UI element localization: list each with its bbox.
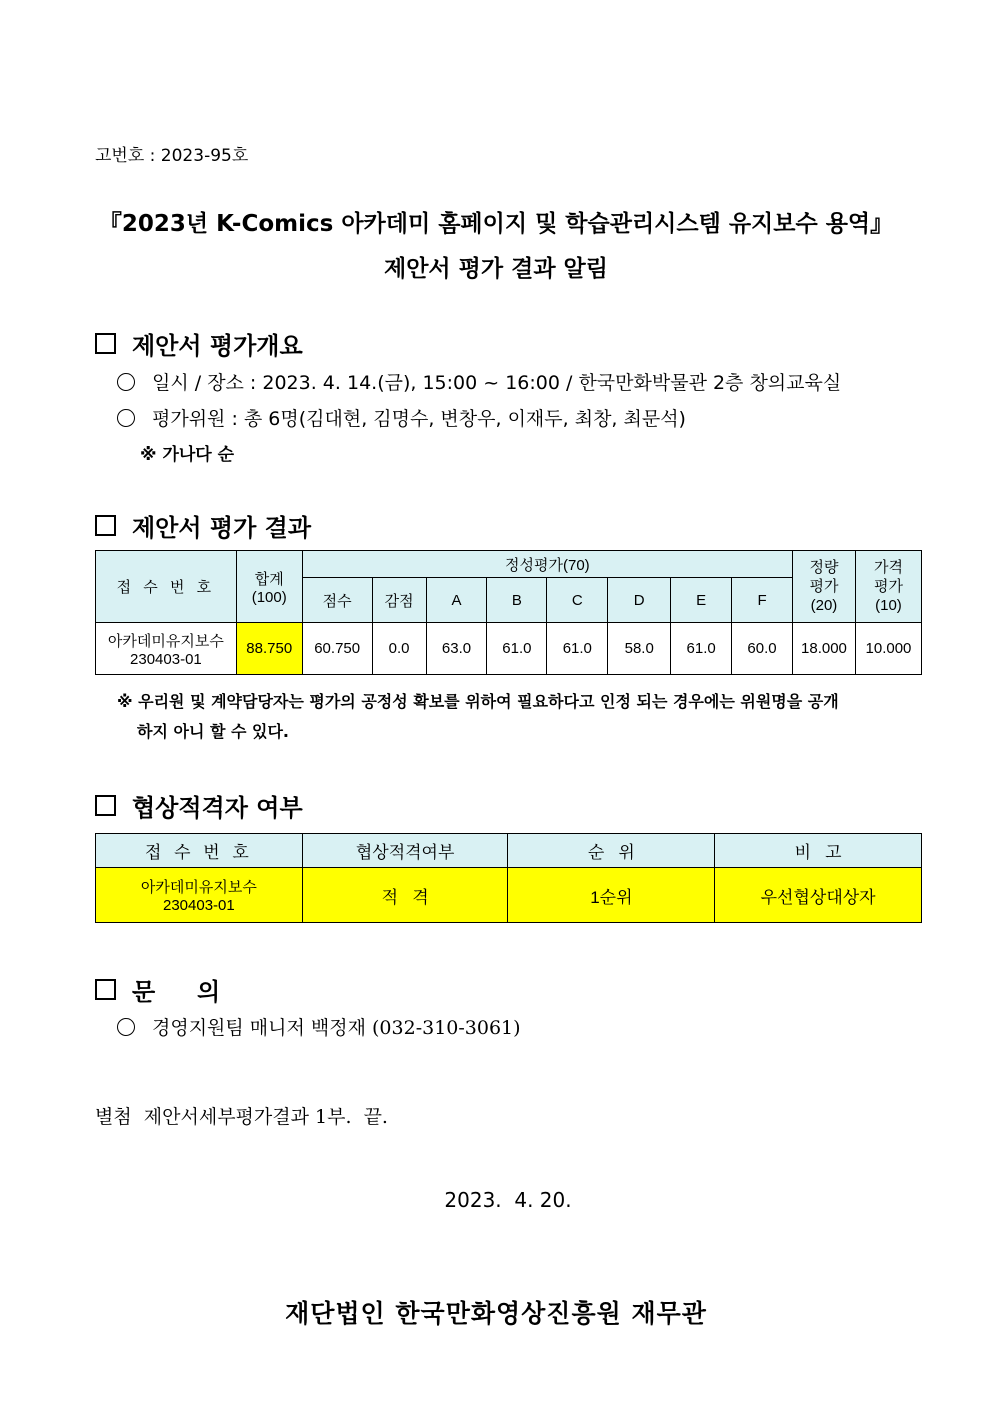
header-text: (20) — [810, 597, 838, 614]
header-rank: 순 위 — [508, 834, 715, 868]
cell-quantitative: 18.000 — [792, 623, 855, 675]
header-b: B — [487, 578, 547, 623]
cell-d: 58.0 — [608, 623, 671, 675]
section-heading-inquiry — [95, 972, 220, 1007]
cell-e: 61.0 — [671, 623, 732, 675]
header-eligibility: 협상적격여부 — [302, 834, 508, 868]
results-note-line1: ※ 우리원 및 계약담당자는 평가의 공정성 확보를 위하여 필요하다고 인정 되는 경우에는 위원명을 공개 — [117, 692, 839, 711]
header-e: E — [671, 578, 732, 623]
cell-score: 60.750 — [302, 623, 372, 675]
section-heading-text: 제안서 평가개요 — [132, 332, 303, 360]
document-date: 2023. 4. 20. — [444, 1188, 572, 1212]
cell-receipt-no — [96, 868, 303, 923]
circle-bullet-icon — [117, 409, 135, 427]
evaluation-results-table — [95, 550, 922, 675]
header-price — [855, 551, 921, 623]
cell-receipt-no — [96, 623, 237, 675]
header-text: 합계 — [254, 570, 284, 588]
overview-item-text: 일시 / 장소 : 2023. 4. 14.(금), 15:00 ~ 16:00 / 한국만화박물관 2층 창의교육실 — [152, 372, 842, 394]
attachment-note: 별첨 제안서세부평가결과 1부. 끝. — [95, 1106, 388, 1128]
header-deduction: 감점 — [372, 578, 426, 623]
header-text: 접 수 번 호 — [144, 843, 253, 862]
issuer-name: 재단법인 한국만화영상진흥원 재무관 — [285, 1299, 707, 1328]
section-heading-text: 협상적격자 여부 — [132, 794, 303, 822]
section-heading-overview — [95, 326, 303, 361]
header-c: C — [547, 578, 608, 623]
inquiry-contact-text: 경영지원팀 매니저 백정재 (032-310-3061) — [152, 1017, 521, 1039]
overview-item-text: 평가위원 : 총 6명(김대현, 김명수, 변창우, 이재두, 최창, 최문석) — [152, 408, 686, 430]
cell-text: 230403-01 — [163, 897, 235, 914]
cell-price: 10.000 — [855, 623, 921, 675]
header-quantitative — [792, 551, 855, 623]
document-subtitle: 제안서 평가 결과 알림 — [384, 256, 608, 282]
document-title: 『2023년 K-Comics 아카데미 홈페이지 및 학습관리시스템 유지보수 용역』 — [98, 211, 894, 237]
header-receipt-no — [96, 551, 237, 623]
cell-text: 아카데미유지보수 — [107, 632, 224, 650]
cell-f: 60.0 — [732, 623, 793, 675]
header-f: F — [732, 578, 793, 623]
cell-text: 230403-01 — [130, 650, 202, 668]
overview-note: ※ 가나다 순 — [140, 445, 235, 465]
header-receipt-no — [96, 834, 303, 868]
checkbox-square-icon — [95, 333, 116, 354]
table-row — [96, 623, 922, 675]
overview-item-schedule — [117, 368, 841, 395]
header-text: 정량 — [809, 559, 839, 576]
header-text: (10) — [875, 597, 902, 614]
cell-deduction: 0.0 — [372, 623, 426, 675]
circle-bullet-icon — [117, 1018, 135, 1036]
notice-number: 고번호 : 2023-95호 — [95, 146, 249, 166]
header-total — [236, 551, 302, 623]
checkbox-square-icon — [95, 979, 116, 1000]
section-heading-results — [95, 508, 311, 543]
cell-b: 61.0 — [487, 623, 547, 675]
header-text: (100) — [251, 588, 287, 606]
cell-rank: 1순위 — [508, 868, 715, 923]
results-note-line2: 하지 아니 할 수 있다. — [137, 722, 290, 741]
cell-a: 63.0 — [426, 623, 487, 675]
section-heading-negotiation — [95, 788, 303, 823]
table-row — [96, 868, 922, 923]
header-text: 접 수 번 호 — [116, 579, 216, 596]
overview-item-committee — [117, 404, 686, 431]
cell-total: 88.750 — [236, 623, 302, 675]
checkbox-square-icon — [95, 795, 116, 816]
cell-eligibility: 적 격 — [302, 868, 508, 923]
cell-remark: 우선협상대상자 — [715, 868, 922, 923]
header-text: 평가 — [809, 578, 839, 595]
cell-c: 61.0 — [547, 623, 608, 675]
cell-text: 아카데미유지보수 — [140, 879, 257, 896]
circle-bullet-icon — [117, 373, 135, 391]
header-text: 평가 — [873, 578, 903, 595]
header-a: A — [426, 578, 487, 623]
header-remark: 비 고 — [715, 834, 922, 868]
section-heading-text: 제안서 평가 결과 — [132, 514, 311, 542]
header-d: D — [608, 578, 671, 623]
header-text: 가격 — [873, 559, 903, 576]
checkbox-square-icon — [95, 515, 116, 536]
inquiry-contact — [117, 1013, 521, 1040]
negotiation-eligibility-table — [95, 833, 922, 923]
header-qualitative: 정성평가(70) — [302, 551, 792, 578]
header-score: 점수 — [302, 578, 372, 623]
section-heading-text: 문 의 — [132, 978, 221, 1006]
